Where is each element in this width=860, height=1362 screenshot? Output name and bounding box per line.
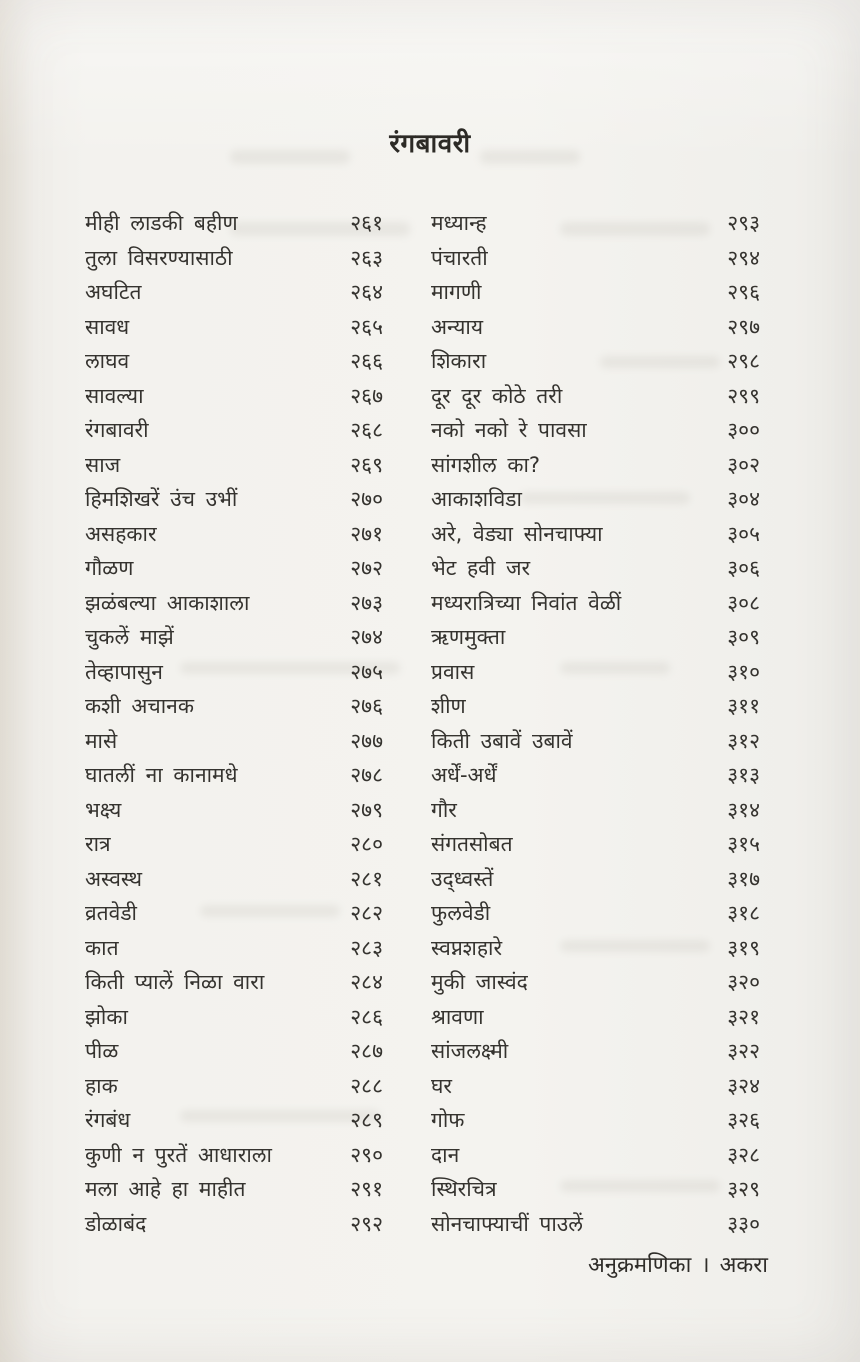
toc-entry bbox=[85, 586, 383, 621]
toc-entry bbox=[85, 517, 383, 552]
toc-entry-title: आकाशविडा bbox=[431, 487, 522, 511]
toc-entry-title: रंगबावरी bbox=[85, 418, 149, 442]
toc-entry-page: ३१९ bbox=[727, 935, 760, 960]
toc-entry-title: मासे bbox=[85, 728, 118, 753]
toc-entry-page: ३१७ bbox=[727, 866, 760, 891]
toc-entry bbox=[85, 827, 383, 862]
toc-entry bbox=[85, 862, 383, 897]
toc-entry-title: मीही लाडकी बहीण bbox=[85, 211, 238, 235]
toc-entry-title: सावध bbox=[85, 314, 130, 339]
toc-entry-title: झळंबल्या आकाशाला bbox=[85, 590, 250, 615]
toc-entry-title: नको नको रे पावसा bbox=[431, 418, 587, 442]
toc-entry-page: २६८ bbox=[350, 418, 383, 442]
toc-entry-title: दूर दूर कोठे तरी bbox=[431, 383, 563, 408]
toc-entry bbox=[85, 448, 383, 483]
toc-entry-title: डोळाबंद bbox=[85, 1211, 147, 1236]
toc-entry bbox=[431, 241, 760, 276]
toc-entry-title: शीण bbox=[431, 694, 466, 718]
toc-entry-page: २८६ bbox=[350, 1004, 383, 1029]
toc-entry-page: ३२८ bbox=[727, 1142, 760, 1167]
toc-entry-title: ऋणमुक्ता bbox=[431, 625, 506, 649]
toc-entry-page: २७६ bbox=[350, 694, 383, 718]
toc-entry-title: मध्यान्ह bbox=[431, 211, 487, 235]
toc-entry-title: स्वप्नशहारे bbox=[431, 935, 503, 960]
toc-entry-page: ३१० bbox=[727, 659, 760, 684]
toc-entry-page: ३२६ bbox=[727, 1108, 760, 1132]
toc-entry bbox=[85, 413, 383, 448]
toc-entry-page: २७७ bbox=[350, 728, 383, 753]
toc-entry-page: २९१ bbox=[350, 1177, 383, 1201]
toc-entry-page: ३०६ bbox=[727, 556, 760, 580]
toc-entry-page: २९७ bbox=[727, 314, 760, 339]
toc-entry bbox=[85, 1103, 383, 1138]
toc-entry-page: ३११ bbox=[727, 694, 760, 718]
toc-entry bbox=[431, 724, 760, 759]
toc-entry-title: सांगशील का? bbox=[431, 452, 541, 477]
toc-entry-page: ३२१ bbox=[727, 1004, 760, 1029]
toc-entry-page: ३२९ bbox=[727, 1177, 760, 1201]
toc-right-column bbox=[431, 206, 760, 1241]
toc-entry bbox=[85, 206, 383, 241]
toc-entry-title: कशी अचानक bbox=[85, 694, 194, 718]
toc-entry-title: पीळ bbox=[85, 1039, 119, 1063]
toc-entry bbox=[431, 517, 760, 552]
toc-entry bbox=[431, 448, 760, 483]
toc-entry bbox=[431, 310, 760, 345]
toc-entry-page: ३२४ bbox=[727, 1073, 760, 1098]
toc-entry bbox=[85, 896, 383, 931]
toc-entry-page: २७५ bbox=[350, 659, 383, 684]
toc-entry-page: २७९ bbox=[350, 797, 383, 822]
toc-entry-title: किती प्यालें निळा वारा bbox=[85, 970, 265, 994]
toc-entry bbox=[431, 965, 760, 1000]
toc-entry bbox=[431, 931, 760, 966]
toc-entry-page: ३०९ bbox=[727, 625, 760, 649]
toc-entry bbox=[85, 793, 383, 828]
toc-entry-page: ३१८ bbox=[727, 901, 760, 925]
toc-entry-page: २९३ bbox=[727, 211, 760, 235]
toc-entry-title: प्रवास bbox=[431, 659, 475, 684]
toc-entry bbox=[85, 1034, 383, 1069]
toc-entry bbox=[431, 655, 760, 690]
toc-entry-title: हाक bbox=[85, 1073, 118, 1098]
toc-entry bbox=[85, 620, 383, 655]
toc-entry-page: २६३ bbox=[350, 245, 383, 270]
toc-entry bbox=[85, 482, 383, 517]
toc-entry-page: २९४ bbox=[727, 245, 760, 270]
toc-entry-title: हिमशिखरें उंच उभीं bbox=[85, 487, 238, 511]
toc-entry-page: २९२ bbox=[350, 1211, 383, 1236]
toc-entry bbox=[431, 1000, 760, 1035]
toc-entry-title: घर bbox=[431, 1073, 452, 1098]
toc-entry bbox=[431, 586, 760, 621]
toc-entry-title: मुकी जास्वंद bbox=[431, 970, 528, 994]
toc-entry-title: तुला विसरण्यासाठी bbox=[85, 245, 233, 270]
toc-entry-page: २६१ bbox=[350, 211, 383, 235]
toc-entry bbox=[431, 482, 760, 517]
toc-entry bbox=[431, 793, 760, 828]
toc-entry-title: पंचारती bbox=[431, 245, 488, 270]
toc-entry-title: अन्याय bbox=[431, 314, 484, 339]
toc-entry bbox=[85, 1138, 383, 1173]
toc-entry-page: २८० bbox=[350, 832, 383, 856]
toc-entry bbox=[85, 1069, 383, 1104]
toc-entry-page: २६७ bbox=[350, 383, 383, 408]
toc-entry bbox=[431, 1034, 760, 1069]
toc-entry-title: मागणी bbox=[431, 280, 482, 304]
toc-entry bbox=[431, 827, 760, 862]
toc-entry bbox=[431, 1138, 760, 1173]
toc-entry-title: शिकारा bbox=[431, 349, 487, 373]
toc-entry bbox=[431, 896, 760, 931]
page-footer: अनुक्रमणिका । अकरा bbox=[588, 1253, 768, 1278]
toc-entry-page: २७८ bbox=[350, 763, 383, 787]
toc-entry-page: २७४ bbox=[350, 625, 383, 649]
toc-entry bbox=[431, 1172, 760, 1207]
toc-entry-page: ३१५ bbox=[727, 832, 760, 856]
toc-entry bbox=[431, 413, 760, 448]
toc-entry bbox=[85, 758, 383, 793]
toc-entry bbox=[431, 551, 760, 586]
toc-entry bbox=[431, 620, 760, 655]
toc-entry-page: २७३ bbox=[350, 590, 383, 615]
toc-entry-page: २६४ bbox=[350, 280, 383, 304]
toc-entry-title: रात्र bbox=[85, 832, 111, 856]
toc-entry-page: २८३ bbox=[350, 935, 383, 960]
toc-entry-page: २६६ bbox=[350, 349, 383, 373]
toc-entry bbox=[85, 931, 383, 966]
toc-entry-page: ३०४ bbox=[727, 487, 760, 511]
toc-entry-title: श्रावणा bbox=[431, 1004, 484, 1029]
toc-entry-title: अघटित bbox=[85, 280, 142, 304]
toc-entry bbox=[85, 1207, 383, 1242]
toc-entry-page: ३१३ bbox=[727, 763, 760, 787]
toc-entry-title: लाघव bbox=[85, 349, 130, 373]
toc-entry-page: ३१२ bbox=[727, 728, 760, 753]
toc-entry-title: रंगबंध bbox=[85, 1108, 131, 1132]
toc-entry-page: ३०० bbox=[727, 418, 760, 442]
toc-entry-title: अर्धें-अर्धें bbox=[431, 763, 497, 787]
toc-entry-title: गौळण bbox=[85, 556, 134, 580]
toc-entry-title: दान bbox=[431, 1142, 460, 1167]
toc-left-column bbox=[85, 206, 383, 1241]
toc-entry-title: फुलवेडी bbox=[431, 901, 491, 925]
toc-entry-title: भक्ष्य bbox=[85, 797, 122, 822]
toc-entry-page: २९६ bbox=[727, 280, 760, 304]
toc-entry-title: स्थिरचित्र bbox=[431, 1177, 497, 1201]
toc-entry-page: २८१ bbox=[350, 866, 383, 891]
toc-entry bbox=[431, 275, 760, 310]
toc-entry-title: अरे, वेड्या सोनचाफ्या bbox=[431, 521, 603, 546]
toc-entry bbox=[85, 1000, 383, 1035]
toc-entry-page: २८९ bbox=[350, 1108, 383, 1132]
toc-entry bbox=[431, 344, 760, 379]
toc-entry-page: ३०२ bbox=[727, 452, 760, 477]
toc-entry bbox=[431, 206, 760, 241]
toc-entry bbox=[85, 551, 383, 586]
toc-entry-title: कात bbox=[85, 935, 119, 960]
toc-entry-title: अस्वस्थ bbox=[85, 866, 143, 891]
toc-entry bbox=[85, 310, 383, 345]
toc-entry-page: २७० bbox=[350, 487, 383, 511]
toc-entry-page: २६९ bbox=[350, 452, 383, 477]
toc-entry bbox=[431, 1103, 760, 1138]
toc-entry bbox=[431, 689, 760, 724]
toc-entry bbox=[85, 344, 383, 379]
toc-entry bbox=[85, 379, 383, 414]
toc-entry bbox=[85, 241, 383, 276]
toc-entry bbox=[85, 1172, 383, 1207]
toc-entry bbox=[85, 965, 383, 1000]
toc-entry bbox=[85, 275, 383, 310]
toc-entry-page: २९० bbox=[350, 1142, 383, 1167]
toc-entry-page: २७१ bbox=[350, 521, 383, 546]
toc-entry bbox=[431, 379, 760, 414]
toc-entry-page: २९८ bbox=[727, 349, 760, 373]
toc-entry bbox=[431, 758, 760, 793]
toc-entry-title: गोफ bbox=[431, 1108, 465, 1132]
toc-entry-title: उद्ध्वस्तें bbox=[431, 866, 494, 891]
toc-entry-page: २७२ bbox=[350, 556, 383, 580]
toc-entry-title: मध्यरात्रिच्या निवांत वेळीं bbox=[431, 590, 622, 615]
table-of-contents bbox=[85, 206, 760, 1241]
toc-entry-title: व्रतवेडी bbox=[85, 901, 137, 925]
toc-entry-title: संगतसोबत bbox=[431, 832, 513, 856]
toc-entry-title: गौर bbox=[431, 797, 457, 822]
toc-entry-title: किती उबावें उबावें bbox=[431, 728, 573, 753]
toc-entry-title: चुकलें माझें bbox=[85, 625, 174, 649]
toc-entry-page: २८४ bbox=[350, 970, 383, 994]
toc-entry-page: २६५ bbox=[350, 314, 383, 339]
toc-entry-title: तेव्हापासुन bbox=[85, 659, 163, 684]
toc-entry-page: २८८ bbox=[350, 1073, 383, 1098]
toc-entry-page: २८७ bbox=[350, 1039, 383, 1063]
toc-entry-page: ३१४ bbox=[727, 797, 760, 822]
toc-entry-title: मला आहे हा माहीत bbox=[85, 1177, 246, 1201]
toc-entry-page: २८२ bbox=[350, 901, 383, 925]
toc-entry-title: घातलीं ना कानामधे bbox=[85, 763, 238, 787]
toc-entry bbox=[85, 689, 383, 724]
toc-entry bbox=[431, 1207, 760, 1242]
toc-entry-title: भेट हवी जर bbox=[431, 556, 531, 580]
toc-entry-title: असहकार bbox=[85, 521, 157, 546]
toc-entry-title: सावल्या bbox=[85, 383, 144, 408]
toc-entry-title: सांजलक्ष्मी bbox=[431, 1039, 509, 1063]
toc-entry-title: कुणी न पुरतें आधाराला bbox=[85, 1142, 272, 1167]
section-title: रंगबावरी bbox=[389, 129, 471, 159]
toc-entry-page: ३२० bbox=[727, 970, 760, 994]
toc-entry-title: सोनचाफ्याचीं पाउलें bbox=[431, 1211, 583, 1236]
toc-entry-page: ३३० bbox=[727, 1211, 760, 1236]
toc-entry bbox=[431, 1069, 760, 1104]
toc-entry-page: ३०८ bbox=[727, 590, 760, 615]
toc-entry-title: झोका bbox=[85, 1004, 128, 1029]
toc-entry-page: ३२२ bbox=[727, 1039, 760, 1063]
toc-entry-page: ३०५ bbox=[727, 521, 760, 546]
toc-entry-title: साज bbox=[85, 452, 121, 477]
toc-entry bbox=[85, 724, 383, 759]
toc-entry bbox=[431, 862, 760, 897]
toc-entry bbox=[85, 655, 383, 690]
toc-entry-page: २९९ bbox=[727, 383, 760, 408]
